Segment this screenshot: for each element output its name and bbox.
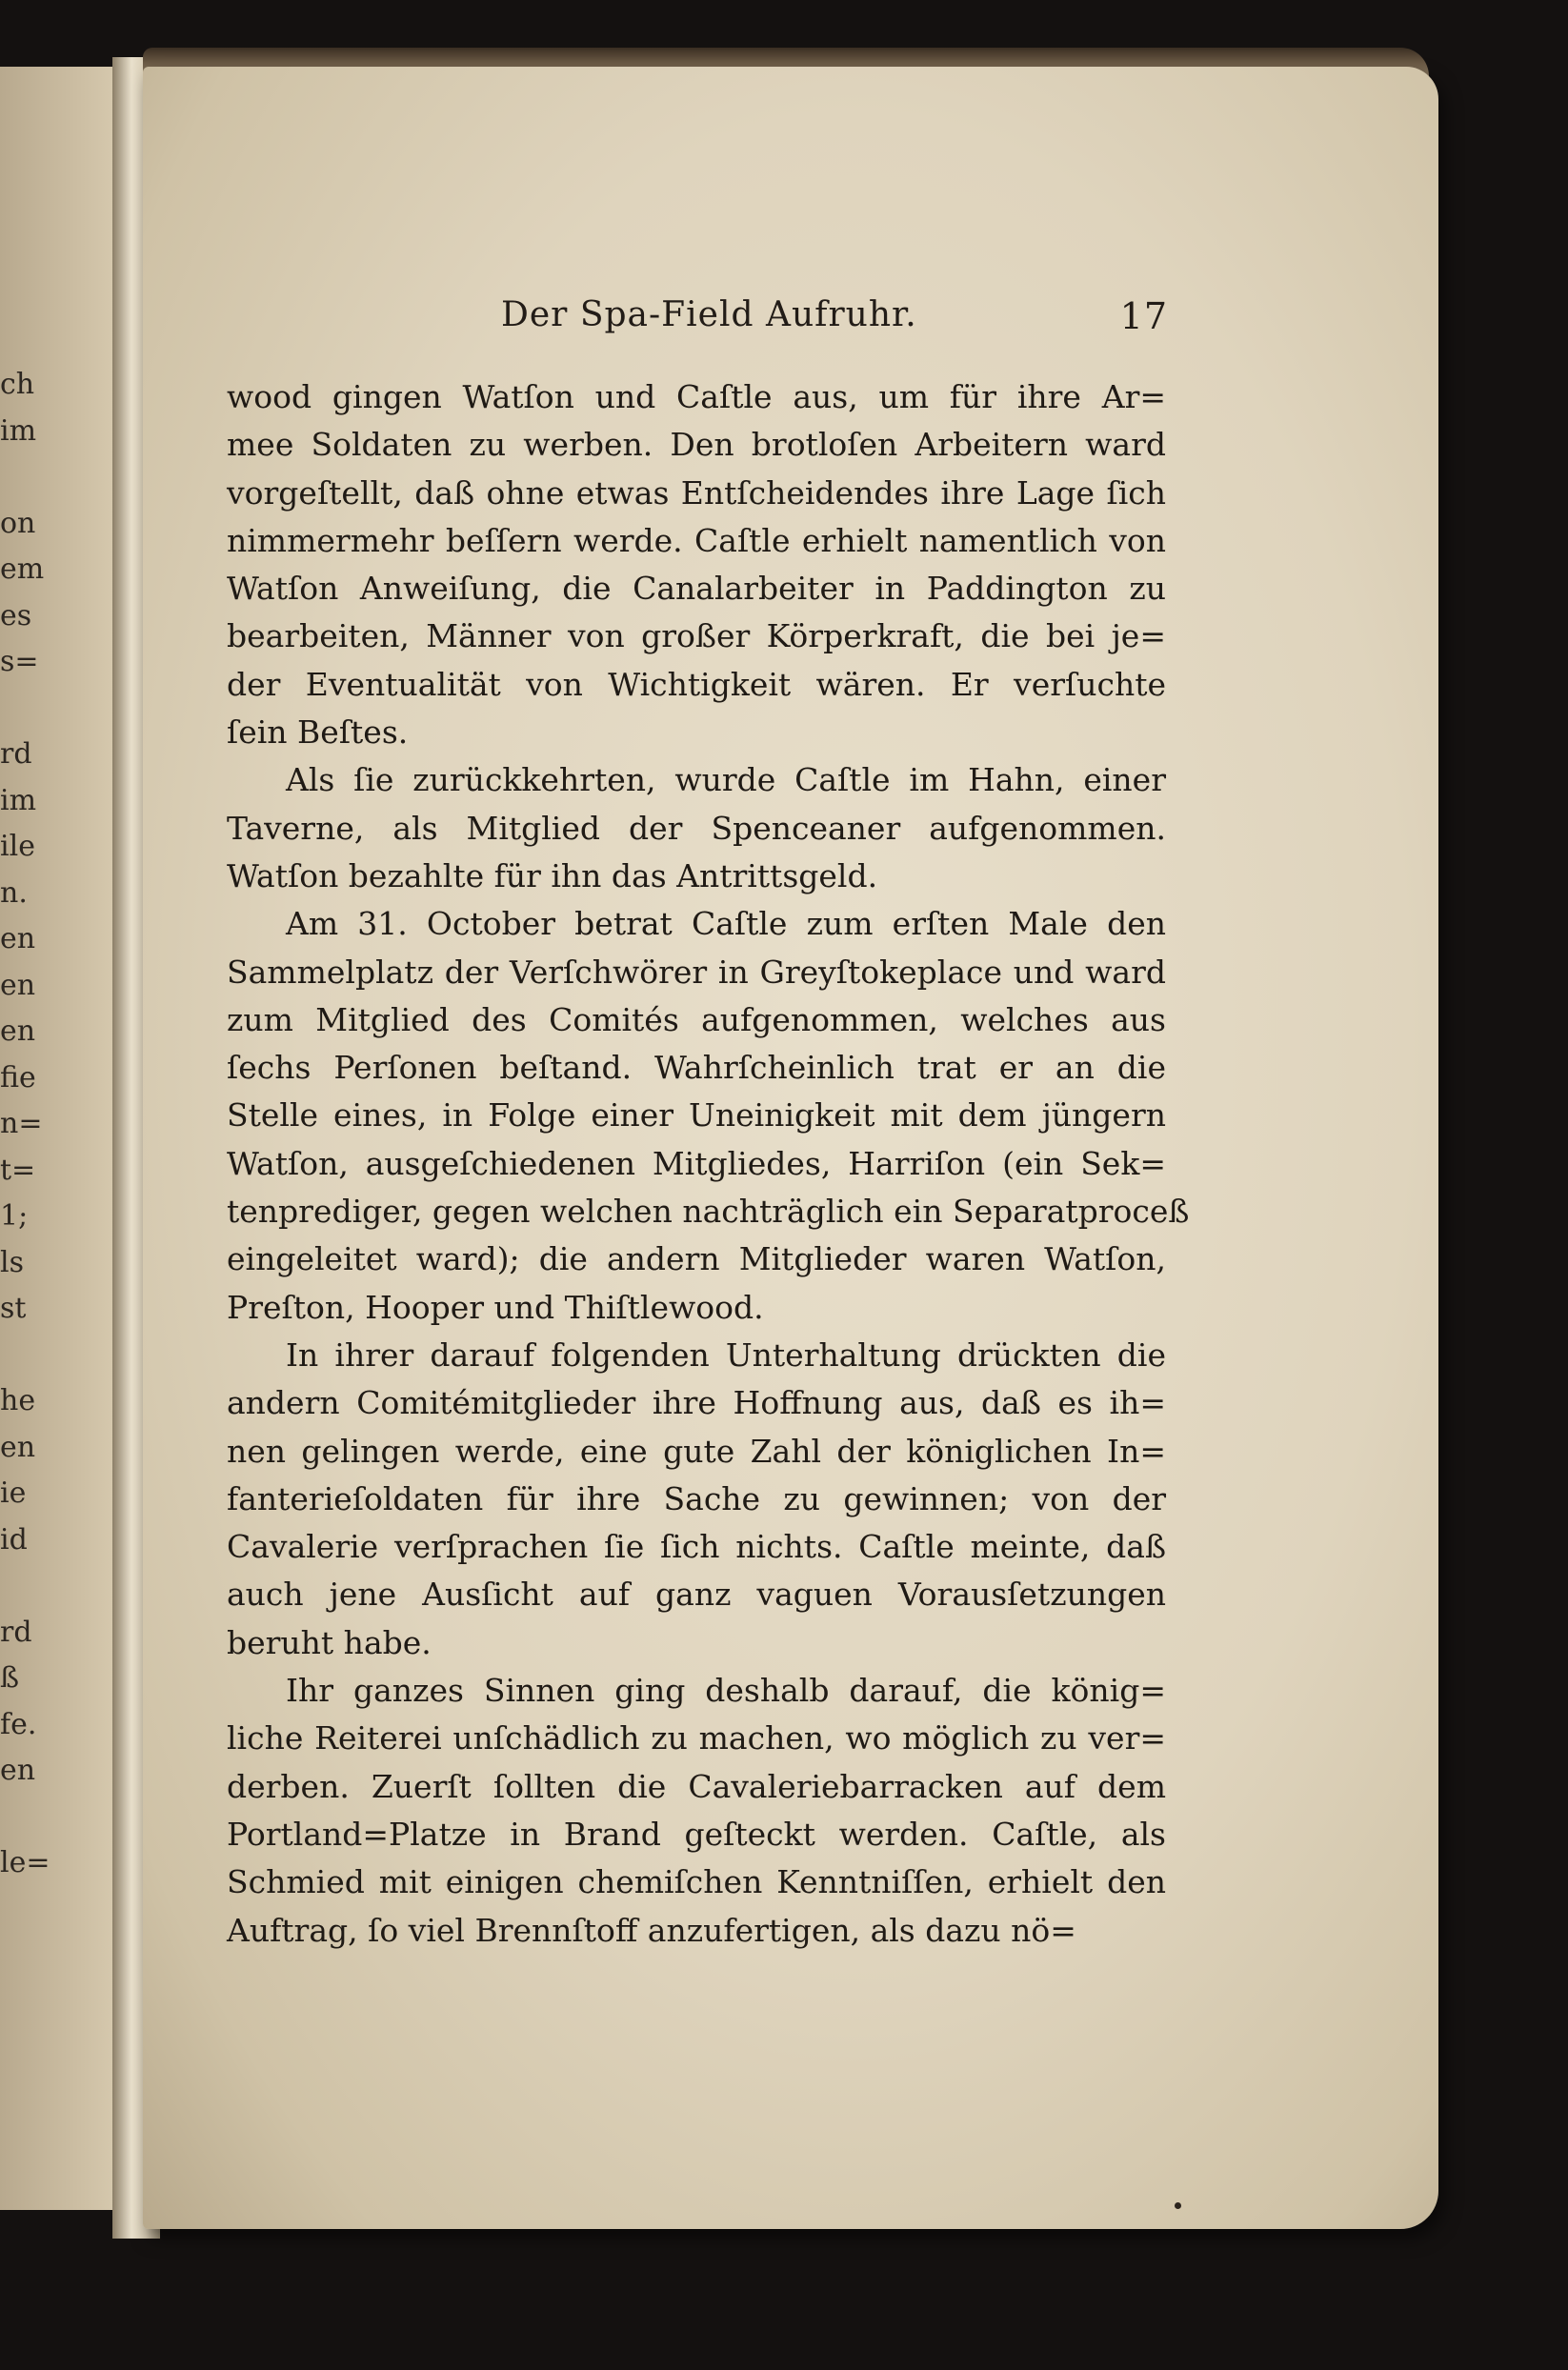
left-fragment: ile xyxy=(0,830,35,863)
text-line: mee Soldaten zu werben. Den brotloſen Arbeitern ward xyxy=(227,426,1166,464)
text-line: Portland=Platze in Brand geſteckt werden. Caſtle, als xyxy=(227,1815,1166,1853)
left-fragment: he xyxy=(0,1384,36,1417)
left-fragment: ch xyxy=(0,368,35,401)
text-line: nen gelingen werde, eine gute Zahl der königlichen In= xyxy=(227,1432,1166,1470)
left-fragment xyxy=(0,1333,38,1379)
text-line: Watſon, ausgeſchiedenen Mitgliedes, Harriſon (ein Sek= xyxy=(227,1144,1166,1182)
text-line: liche Reiterei unſchädlich zu machen, wo möglich zu ver= xyxy=(227,1719,1166,1757)
text-line: nimmermehr beſſern werde. Caſtle erhielt namentlich von xyxy=(227,521,1166,559)
left-fragment xyxy=(0,1795,38,1841)
left-fragment: 1; xyxy=(0,1199,29,1233)
text-line: wood gingen Watſon und Caſtle aus, um für ihre Ar= xyxy=(227,378,1166,415)
text-line: andern Comitémitglieder ihre Hoffnung aus, daß es ih= xyxy=(227,1384,1166,1422)
text-line: In ihrer darauf folgenden Unterhaltung drückten die xyxy=(286,1336,1166,1374)
text-line: zum Mitglied des Comités aufgenommen, welches aus xyxy=(227,1000,1166,1038)
left-fragment: le= xyxy=(0,1846,50,1879)
left-fragment: im xyxy=(0,783,37,817)
left-fragment: n= xyxy=(0,1107,43,1140)
left-fragment: em xyxy=(0,552,45,586)
text-line: auch jene Ausſicht auf ganz vaguen Vorausſetzungen xyxy=(227,1576,1166,1614)
ink-dot xyxy=(1175,2202,1181,2209)
left-fragment: rd xyxy=(0,1615,32,1649)
page-number: 17 xyxy=(1119,295,1168,337)
left-fragment: on xyxy=(0,506,36,540)
body-text xyxy=(227,373,1190,1955)
text-line: Als ſie zurückkehrten, wurde Caſtle im Hahn, einer xyxy=(286,761,1166,799)
running-head: Der Spa-Field Aufruhr. xyxy=(501,295,917,334)
left-fragment: es xyxy=(0,598,32,633)
text-line: vorgeſtellt, daß ohne etwas Entſcheidendes ihre Lage ſich xyxy=(227,473,1166,512)
text-line: bearbeiten, Männer von großer Körperkraft, die bei je= xyxy=(227,617,1166,655)
text-line: beruht habe. xyxy=(227,1623,432,1661)
left-fragment: s= xyxy=(0,645,39,678)
text-line: ſechs Perſonen beſtand. Wahrſcheinlich trat er an die xyxy=(227,1049,1166,1087)
left-fragment: n. xyxy=(0,875,28,910)
left-fragment: t= xyxy=(0,1153,36,1187)
text-line: Watſon Anweiſung, die Canalarbeiter in Paddington zu xyxy=(227,570,1166,608)
left-fragment: en xyxy=(0,922,36,955)
text-line: Stelle eines, in Folge einer Uneinigkeit mit dem jüngern xyxy=(227,1096,1166,1135)
left-fragment: ß xyxy=(0,1661,20,1695)
text-line: Cavalerie verſprachen ſie ſich nichts. Caſtle meinte, daß xyxy=(227,1528,1166,1566)
left-fragment: en xyxy=(0,1754,36,1787)
left-fragment: en xyxy=(0,968,36,1002)
text-line: Taverne, als Mitglied der Spenceaner aufgenommen. xyxy=(227,809,1166,847)
text-line: derben. Zuerſt ſollten die Cavaleriebarracken auf dem xyxy=(227,1767,1166,1805)
text-line: Watſon bezahlte für ihn das Antrittsgeld. xyxy=(227,856,878,894)
left-fragment xyxy=(0,686,38,733)
left-fragment: id xyxy=(0,1522,28,1557)
left-fragment: en xyxy=(0,1014,36,1048)
text-line: Auftrag, ſo viel Brennſtoff anzufertigen, als dazu nö= xyxy=(227,1911,1076,1949)
text-line: eingeleitet ward); die andern Mitglieder waren Watſon, xyxy=(227,1240,1166,1278)
text-line: tenprediger, gegen welchen nachträglich ein Separatproceß xyxy=(227,1193,1190,1231)
left-page-text-fragments xyxy=(0,362,50,1887)
left-fragment: ls xyxy=(0,1245,24,1279)
text-line: Schmied mit einigen chemiſchen Kenntniſſen, erhielt den xyxy=(227,1863,1166,1901)
left-fragment xyxy=(0,1563,38,1610)
left-fragment: ie xyxy=(0,1476,27,1510)
text-line: Preſton, Hooper und Thiſtlewood. xyxy=(227,1288,764,1326)
text-line: der Eventualität von Wichtigkeit wären. Er verſuchte xyxy=(227,665,1166,703)
left-fragment: st xyxy=(0,1292,27,1325)
left-fragment: im xyxy=(0,413,37,448)
left-fragment xyxy=(0,454,38,501)
page-header xyxy=(501,295,1168,343)
text-line: Am 31. October betrat Caſtle zum erſten Male den xyxy=(286,905,1166,943)
left-fragment: fie xyxy=(0,1060,36,1095)
left-fragment: fe. xyxy=(0,1707,37,1741)
text-line: Ihr ganzes Sinnen ging deshalb darauf, die könig= xyxy=(286,1672,1166,1710)
text-line: ſein Beſtes. xyxy=(227,713,409,752)
text-line: fanterieſoldaten für ihre Sache zu gewinnen; von der xyxy=(227,1479,1166,1517)
text-line: Sammelplatz der Verſchwörer in Greyſtokeplace und ward xyxy=(227,953,1166,991)
left-fragment: en xyxy=(0,1430,36,1464)
left-fragment: rd xyxy=(0,737,32,771)
